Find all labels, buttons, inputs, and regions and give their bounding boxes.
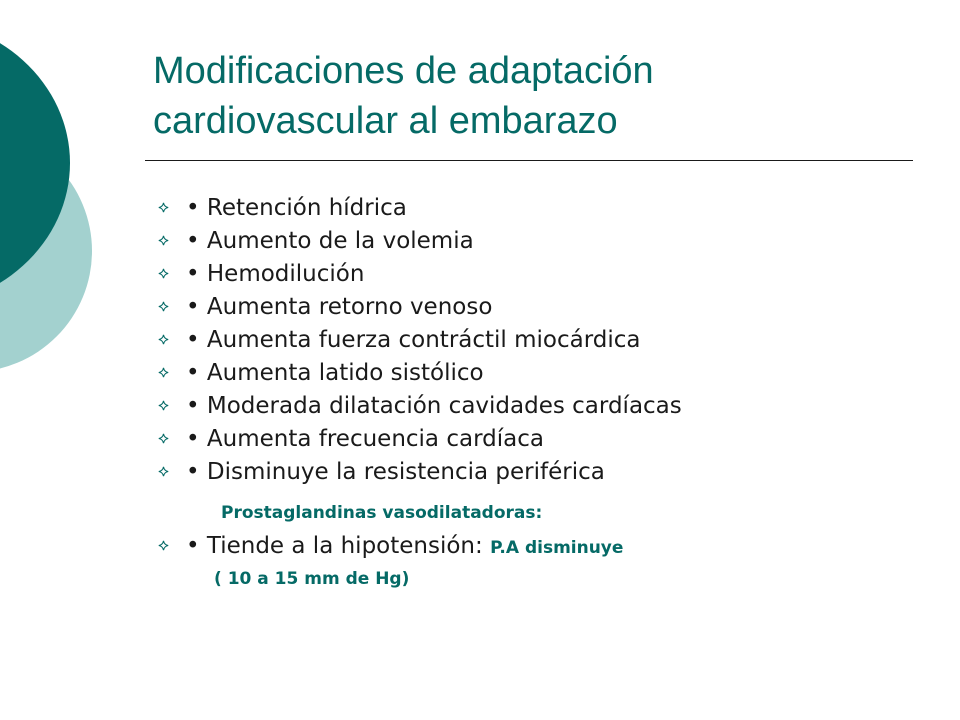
bullet-item xyxy=(158,456,605,489)
hollow-diamond-bullet-icon xyxy=(158,202,169,213)
hollow-diamond-bullet-icon xyxy=(158,367,169,378)
hollow-diamond-bullet-icon xyxy=(158,235,169,246)
hollow-diamond-bullet-icon xyxy=(158,268,169,279)
bullet-text: • Moderada dilatación cavidades cardíacas xyxy=(186,393,682,419)
bullet-item xyxy=(158,324,641,357)
hollow-diamond-bullet-icon xyxy=(158,334,169,345)
bullet-text: • Disminuye la resistencia periférica xyxy=(186,459,605,485)
bullet-text: • Aumenta retorno venoso xyxy=(186,294,493,320)
hollow-diamond-bullet-icon xyxy=(158,301,169,312)
slide-title-line-1: Modificaciones de adaptación xyxy=(153,50,654,92)
bullet-item xyxy=(158,357,484,390)
bullet-text: • Hemodilución xyxy=(186,261,365,287)
prostaglandins-note: Prostaglandinas vasodilatadoras: xyxy=(221,503,543,523)
bullet-text: • Tiende a la hipotensión: xyxy=(186,533,491,559)
slide-title-line-2: cardiovascular al embarazo xyxy=(153,100,618,142)
bullet-text: • Aumenta frecuencia cardíaca xyxy=(186,426,544,452)
slide-title xyxy=(153,46,913,146)
bullet-item xyxy=(158,192,407,225)
hollow-diamond-bullet-icon xyxy=(158,400,169,411)
bullet-text: • Aumento de la volemia xyxy=(186,228,474,254)
bullet-item xyxy=(158,258,364,291)
bullet-text: • Retención hídrica xyxy=(186,195,407,221)
blood-pressure-note: P.A disminuye xyxy=(490,538,624,558)
blood-pressure-range: ( 10 a 15 mm de Hg) xyxy=(214,569,410,589)
bullet-item xyxy=(158,390,682,423)
title-divider xyxy=(145,160,913,161)
hollow-diamond-bullet-icon xyxy=(158,466,169,477)
hollow-diamond-bullet-icon xyxy=(158,433,169,444)
bullet-text: • Aumenta latido sistólico xyxy=(186,360,484,386)
bullet-item xyxy=(158,291,492,324)
bullet-text: • Aumenta fuerza contráctil miocárdica xyxy=(186,327,641,353)
bullet-item-hypotension xyxy=(158,530,623,563)
bullet-item xyxy=(158,225,474,258)
hollow-diamond-bullet-icon xyxy=(158,540,169,551)
bullet-item xyxy=(158,423,544,456)
